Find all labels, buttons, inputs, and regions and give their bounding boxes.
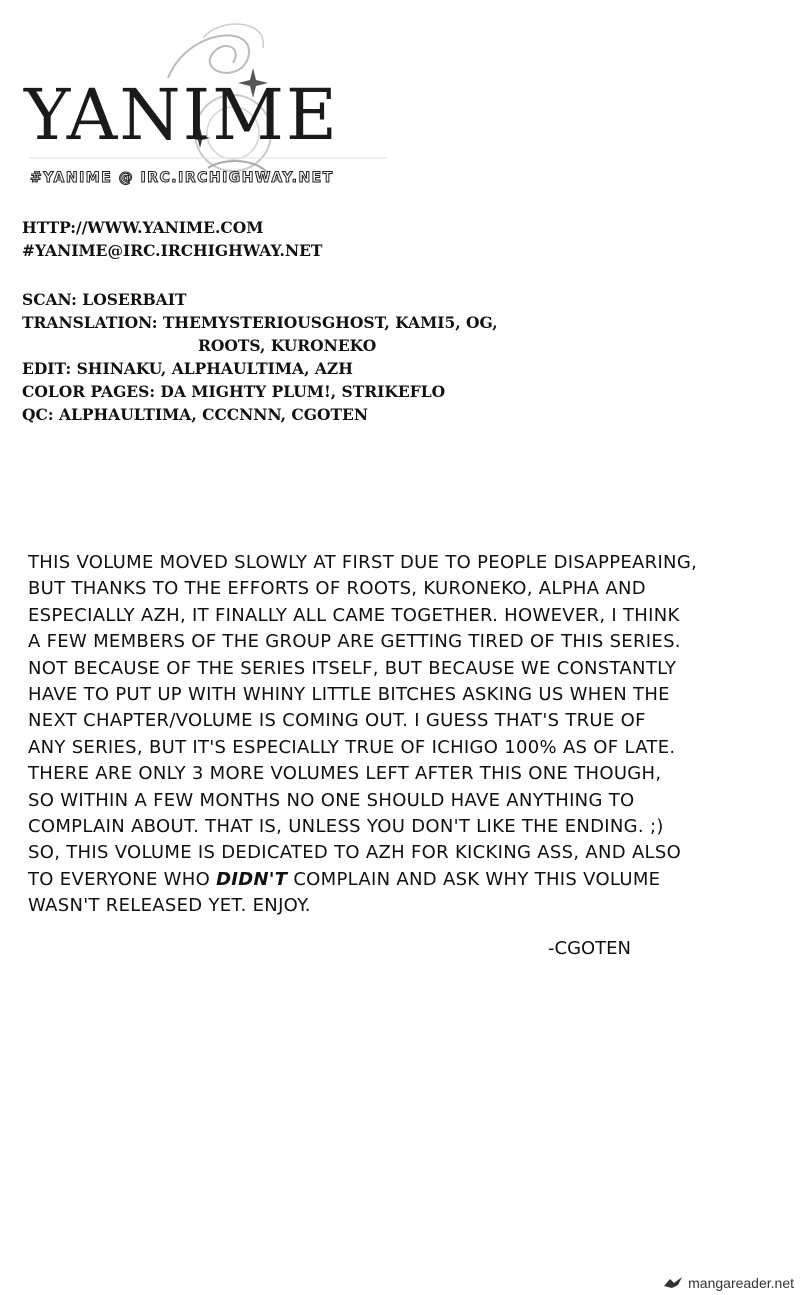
message-line: A FEW MEMBERS OF THE GROUP ARE GETTING TIRED OF THIS SERIES. xyxy=(28,631,681,653)
message-line: NEXT CHAPTER/VOLUME IS COMING OUT. I GUESS THAT'S TRUE OF xyxy=(28,710,646,732)
message-line: WASN'T RELEASED YET. ENJOY. xyxy=(28,895,311,917)
message-line: SO, THIS VOLUME IS DEDICATED TO AZH FOR KICKING ASS, AND ALSO xyxy=(28,842,682,864)
message-text: COMPLAIN AND ASK WHY THIS VOLUME xyxy=(287,868,661,890)
emphasized-word: DIDN'T xyxy=(216,868,288,890)
message-text: TO EVERYONE WHO xyxy=(28,868,217,890)
message-line: SO WITHIN A FEW MONTHS NO ONE SHOULD HAVE ANYTHING TO xyxy=(28,789,635,811)
message-line: ESPECIALLY AZH, IT FINALLY ALL CAME TOGETHER. HOWEVER, I THINK xyxy=(28,604,680,626)
message-line: BUT THANKS TO THE EFFORTS OF ROOTS, KURONEKO, ALPHA AND xyxy=(28,578,646,600)
logo-subtitle: #YANIME @ IRC.IRCHIGHWAY.NET xyxy=(30,170,334,186)
message-line-emphasis xyxy=(28,867,798,893)
irc-channel: #YANIME@IRC.IRCHIGHWAY.NET xyxy=(22,241,323,260)
website-url: HTTP://WWW.YANIME.COM xyxy=(22,218,264,237)
message-line: COMPLAIN ABOUT. THAT IS, UNLESS YOU DON'T LIKE THE ENDING. ;) xyxy=(28,816,664,838)
credit-scan: SCAN: LOSERBAIT xyxy=(22,290,187,309)
message-line: HAVE TO PUT UP WITH WHINY LITTLE BITCHES ASKING US WHEN THE xyxy=(28,684,670,706)
credit-edit: EDIT: SHINAKU, ALPHAULTIMA, AZH xyxy=(22,359,353,378)
credit-translation: TRANSLATION: THEMYSTERIOUSGHOST, KAMI5, OG, xyxy=(22,313,498,332)
watermark xyxy=(662,1275,794,1291)
watermark-text: mangareader.net xyxy=(688,1275,794,1291)
message-line: THIS VOLUME MOVED SLOWLY AT FIRST DUE TO PEOPLE DISAPPEARING, xyxy=(28,552,698,573)
release-message xyxy=(28,550,798,920)
credit-translation-cont: ROOTS, KURONEKO xyxy=(198,336,377,355)
credits-spacer xyxy=(22,262,622,288)
logo-wordmark: YANIME xyxy=(24,74,340,156)
signature: -CGOTEN xyxy=(548,938,632,959)
credit-color-pages: COLOR PAGES: DA MIGHTY PLUM!, STRIKEFLO xyxy=(22,382,446,401)
message-line: THERE ARE ONLY 3 MORE VOLUMES LEFT AFTER THIS ONE THOUGH, xyxy=(28,763,662,785)
credit-qc: QC: ALPHAULTIMA, CCCNNN, CGOTEN xyxy=(22,405,369,424)
credits-block xyxy=(22,216,622,426)
ninja-icon xyxy=(662,1276,684,1290)
message-line: ANY SERIES, BUT IT'S ESPECIALLY TRUE OF ICHIGO 100% AS OF LATE. xyxy=(28,736,676,758)
yanime-logo xyxy=(18,18,398,193)
message-line: NOT BECAUSE OF THE SERIES ITSELF, BUT BECAUSE WE CONSTANTLY xyxy=(28,657,677,679)
